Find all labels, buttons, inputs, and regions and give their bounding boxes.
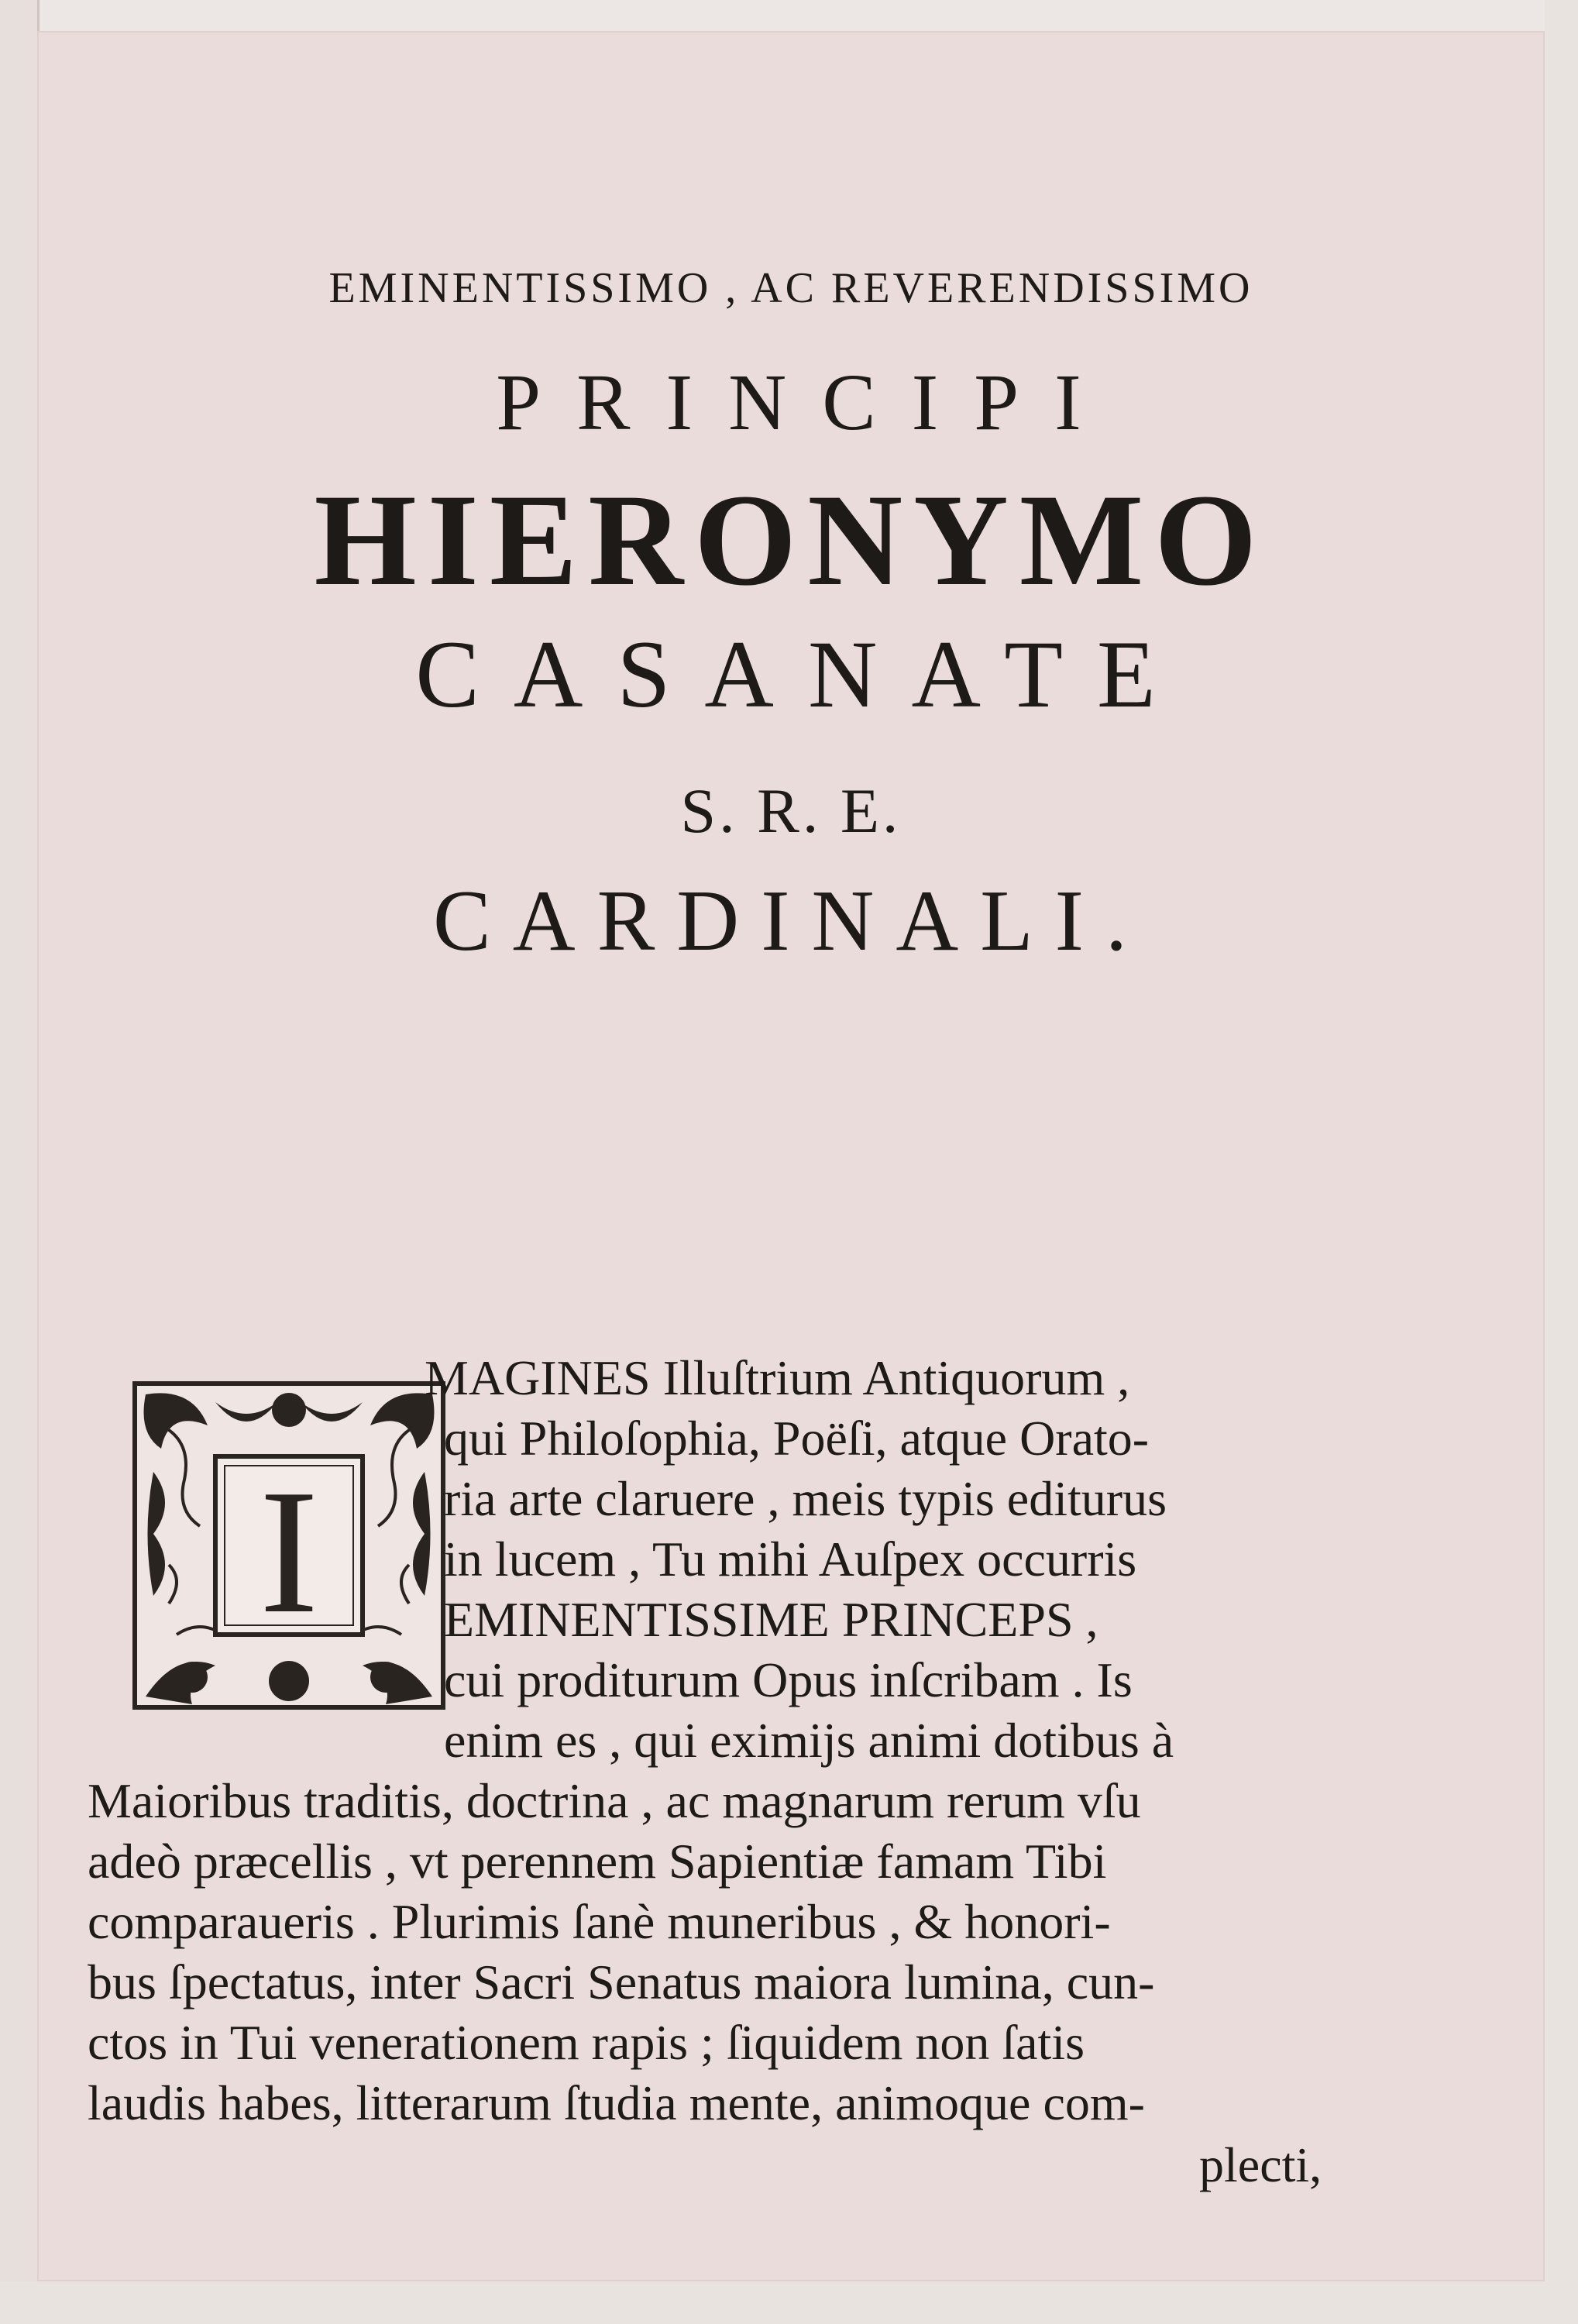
body-line: Maioribus traditis, doctrina , ac magnarum rerum vſu xyxy=(88,1773,1141,1828)
body-line: qui Philoſophia, Poëſi, atque Orato- xyxy=(444,1411,1150,1466)
initial-letter: I xyxy=(259,1452,319,1650)
body-line: EMINENTISSIME PRINCEPS , xyxy=(444,1592,1098,1647)
body-line: ria arte claruere , meis typis editurus xyxy=(444,1471,1167,1526)
dedication-surname: CASANATE xyxy=(415,621,1190,727)
body-line: ctos in Tui venerationem rapis ; ſiquidem non ſatis xyxy=(88,2015,1085,2070)
dedication-line-1: EMINENTISSIMO , AC REVERENDISSIMO xyxy=(328,264,1253,312)
body-line: MAGINES Illuſtrium Antiquorum , xyxy=(425,1350,1130,1405)
book-spine-edge xyxy=(0,0,40,2324)
body-line: cui proditurum Opus inſcribam . Is xyxy=(444,1652,1133,1707)
body-line: bus ſpectatus, inter Sacri Senatus maiora lumina, cun- xyxy=(88,1954,1155,2009)
dedication-cardinali: CARDINALI. xyxy=(433,873,1149,969)
body-line: comparaueris . Plurimis ſanè muneribus , & honori- xyxy=(88,1894,1111,1949)
body-full-block xyxy=(88,1771,1420,2143)
body-line: enim es , qui eximijs animi dotibus à xyxy=(444,1713,1174,1768)
body-line: adeò præcellis , vt perennem Sapientiæ famam Tibi xyxy=(88,1834,1107,1889)
catchword: plecti, xyxy=(1199,2137,1322,2192)
body-line: laudis habes, litterarum ſtudia mente, animoque com- xyxy=(88,2075,1145,2130)
page-edge-right xyxy=(1545,0,1578,2324)
body-indented-block xyxy=(425,1348,1401,1782)
dedication-sre: S. R. E. xyxy=(680,775,902,846)
body-line: in lucem , Tu mihi Auſpex occurris xyxy=(444,1532,1137,1587)
dedication-name: HIERONYMO xyxy=(314,467,1268,613)
decorated-initial-ornament xyxy=(130,1379,448,1712)
dedication-line-2: PRINCIPI xyxy=(496,358,1117,447)
page-edge-bottom xyxy=(0,2281,1578,2324)
book-page xyxy=(37,31,1545,2281)
